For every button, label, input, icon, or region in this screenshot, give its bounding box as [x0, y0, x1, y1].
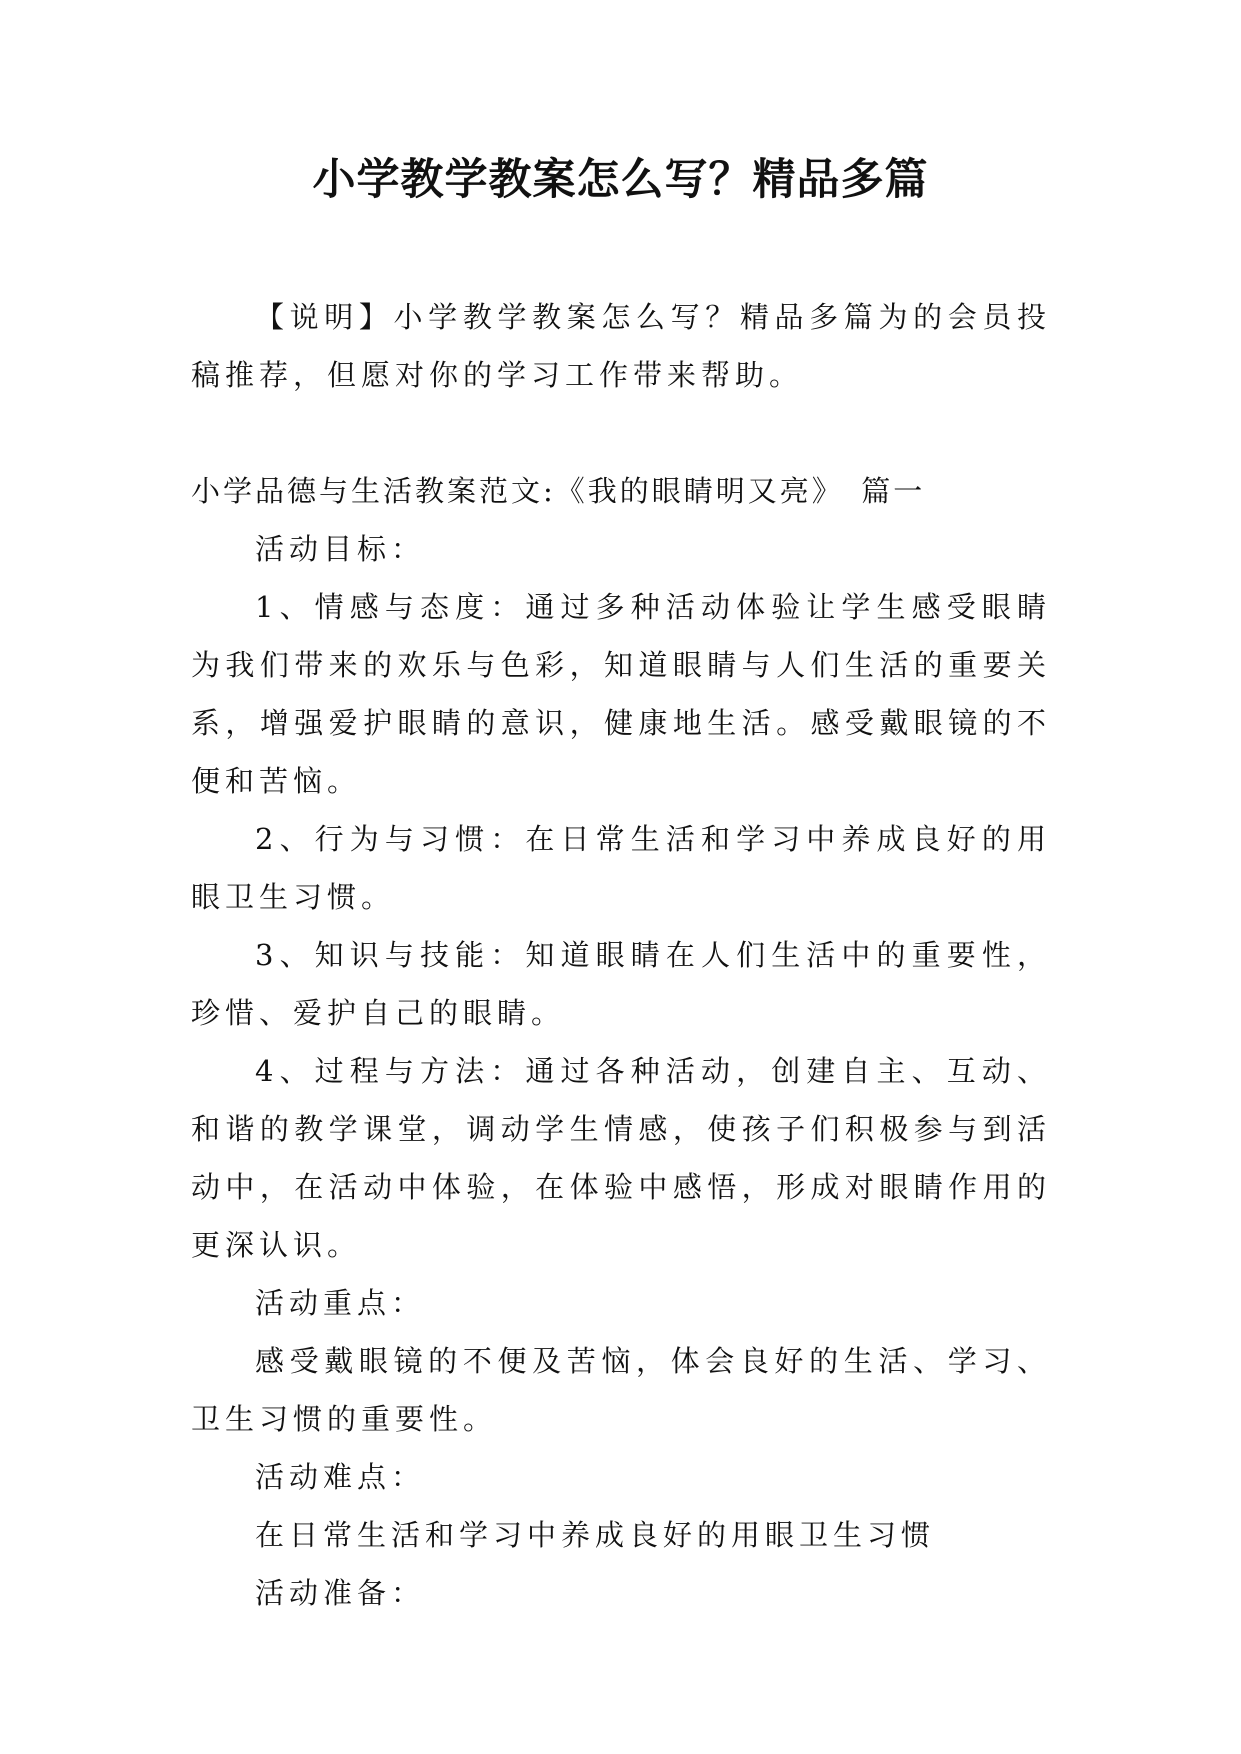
heading-difficulties: 活动难点： — [255, 1460, 426, 1494]
goal-behavior-habits: 2、行为与习惯：在日常生活和学习中养成良好的用眼卫生习惯。 — [191, 822, 1051, 914]
section-heading: 小学品德与生活教案范文:《我的眼睛明又亮》 篇一 — [191, 474, 926, 508]
heading-key-points: 活动重点： — [255, 1286, 426, 1320]
document-title: 小学教学教案怎么写？精品多篇 — [312, 155, 929, 205]
intro-note — [191, 288, 1051, 404]
heading-preparation: 活动准备： — [255, 1576, 426, 1610]
goal-knowledge-skills: 3、知识与技能：知道眼睛在人们生活中的重要性，珍惜、爱护自己的眼睛。 — [191, 938, 1051, 1030]
goal-emotion-attitude: 1、情感与态度：通过多种活动体验让学生感受眼睛为我们带来的欢乐与色彩，知道眼睛与人们生活的重要关系，增强爱护眼睛的意识，健康地生活。感受戴眼镜的不便和苦恼。 — [191, 590, 1051, 798]
goal-process-methods: 4、过程与方法：通过各种活动，创建自主、互动、和谐的教学课堂，调动学生情感，使孩子们积极参与到活动中，在活动中体验，在体验中感悟，形成对眼睛作用的更深认识。 — [191, 1054, 1051, 1262]
intro-paragraph: 【说明】小学教学教案怎么写？精品多篇为的会员投稿推荐，但愿对你的学习工作带来帮助。 — [191, 300, 1051, 392]
heading-activity-goals: 活动目标： — [255, 532, 426, 566]
lesson-content — [191, 520, 1051, 1622]
difficulties-text: 在日常生活和学习中养成良好的用眼卫生习惯 — [255, 1518, 936, 1552]
key-points-text: 感受戴眼镜的不便及苦恼，体会良好的生活、学习、卫生习惯的重要性。 — [191, 1344, 1051, 1436]
